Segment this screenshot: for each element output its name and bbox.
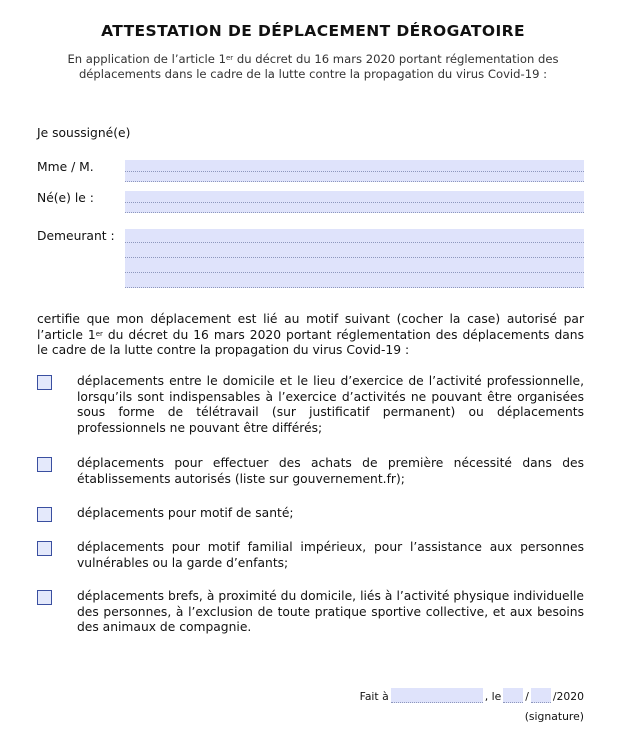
certify-text-end: du décret du 16 mars 2020 portant réglementation des déplacements dans le cadre de la lutte contre la propagation du virus Covid-19 :	[37, 327, 584, 357]
place-field[interactable]	[391, 688, 483, 703]
birth-field[interactable]	[125, 191, 584, 213]
checkbox-work[interactable]	[37, 375, 52, 390]
option-shopping-label: déplacements pour effectuer des achats de première nécessité dans des établissements autorisés (liste sur gouvernement.fr);	[77, 456, 584, 486]
field-dotted-line	[125, 287, 584, 288]
month-field[interactable]	[531, 688, 551, 703]
option-health-label: déplacements pour motif de santé;	[77, 506, 294, 520]
year-suffix: /2020	[552, 690, 584, 703]
subtitle-text-start: En application de l’article 1	[67, 52, 226, 66]
le-label: , le	[484, 690, 502, 703]
fait-label: Fait à	[359, 690, 389, 703]
option-work-label: déplacements entre le domicile et le lieu d’exercice de l’activité professionnelle, lorsqu’ils sont indispensables à l’exercice d’activités ne pouvant être organisées sous forme de télétravail (sur justificatif permanent) ou déplacements professionnels ne pouvant être différés;	[77, 374, 584, 435]
certify-ordinal: er	[95, 329, 103, 338]
option-exercise-label: déplacements brefs, à proximité du domicile, liés à l’activité physique individuelle des personnes, à l’exclusion de toute pratique sportive collective, et aux besoins des animaux de compagnie.	[77, 589, 584, 634]
subtitle-text-end: du décret du 16 mars 2020 portant réglementation des déplacements dans le cadre de la lutte contre la propagation du virus Covid-19 :	[78, 52, 559, 81]
field-dotted-line	[125, 171, 584, 172]
checkbox-exercise[interactable]	[37, 590, 52, 605]
field-dotted-line	[125, 257, 584, 258]
certify-text-start: certifie que mon déplacement est lié au motif suivant (cocher la case) autorisé par l’article 1	[37, 312, 584, 342]
birth-label: Né(e) le :	[37, 191, 94, 205]
certification-text	[37, 312, 584, 359]
checkbox-family[interactable]	[37, 541, 52, 556]
field-dotted-line	[125, 202, 584, 203]
checkbox-health[interactable]	[37, 507, 52, 522]
name-field[interactable]	[125, 160, 584, 182]
subtitle-ordinal: er	[225, 54, 234, 62]
day-field[interactable]	[503, 688, 523, 703]
date-place-row	[360, 688, 584, 703]
address-label: Demeurant :	[37, 229, 115, 243]
option-family-label: déplacements pour motif familial impérieux, pour l’assistance aux personnes vulnérables ou la garde d’enfants;	[77, 540, 584, 570]
field-dotted-line	[125, 272, 584, 273]
checkbox-shopping[interactable]	[37, 457, 52, 472]
intro-label: Je soussigné(e)	[37, 126, 131, 140]
field-dotted-line	[125, 242, 584, 243]
page-title: ATTESTATION DE DÉPLACEMENT DÉROGATOIRE	[101, 22, 525, 40]
page-subtitle	[40, 52, 586, 82]
field-dotted-line	[125, 181, 584, 182]
name-label: Mme / M.	[37, 160, 94, 174]
signature-label: (signature)	[524, 710, 584, 723]
field-dotted-line	[125, 212, 584, 213]
date-separator: /	[525, 690, 529, 703]
address-field[interactable]	[125, 229, 584, 288]
